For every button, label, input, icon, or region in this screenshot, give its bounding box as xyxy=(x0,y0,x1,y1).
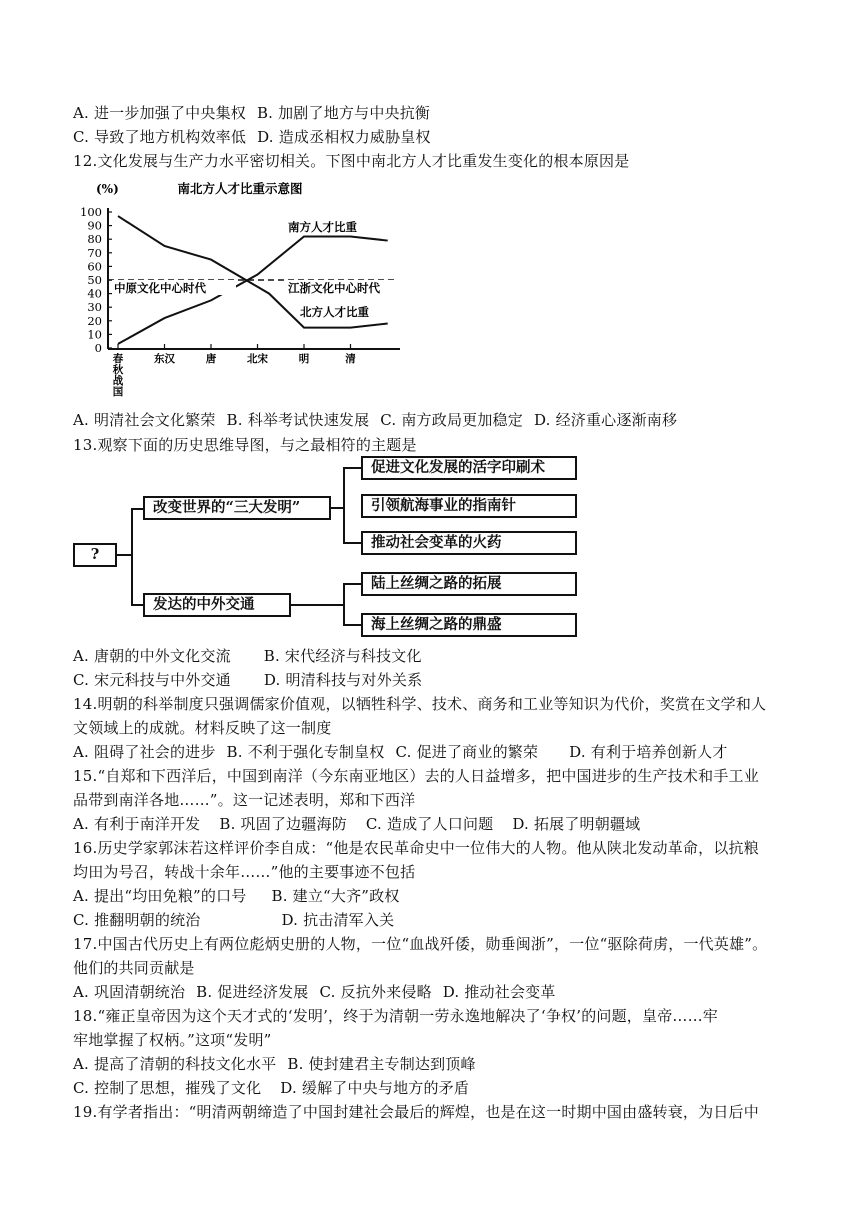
q13-stem: 13.观察下面的历史思维导图，与之最相符的主题是 xyxy=(73,436,417,454)
mindmap-connector xyxy=(343,583,345,626)
q16-option-c: C. 推翻明朝的统治 xyxy=(73,911,201,929)
mindmap-leaf-compass: 引领航海事业的指南针 xyxy=(361,494,577,518)
q18-option-b: B. 使封建君主专制达到顶峰 xyxy=(287,1055,476,1073)
q17-stem-line1: 17.中国古代历史上有两位彪炳史册的人物，一位“血战歼倭，勋垂闽浙”，一位“驱除荷虏，一代英雄”。 xyxy=(73,935,768,953)
x-tick-label: 唐 xyxy=(205,353,217,365)
mindmap-branch-transport: 发达的中外交通 xyxy=(143,593,291,617)
q17-option-a: A. 巩固清朝统治 xyxy=(73,983,186,1001)
annotation-central-plains: 中原文化中心时代 xyxy=(114,281,206,295)
mindmap-connector xyxy=(343,467,345,544)
q15-options xyxy=(73,814,640,834)
q16-option-a: A. 提出“均田免粮”的口号 xyxy=(73,887,247,905)
series-label-south: 南方人才比重 xyxy=(288,220,357,234)
mindmap-connector xyxy=(131,508,133,606)
x-tick-label: 秋 xyxy=(112,364,124,376)
q11-option-c: C. 导致了地方机构效率低 xyxy=(73,128,247,146)
q14-stem-line1: 14.明朝的科举制度只强调儒家价值观，以牺牲科学、技术、商务和工业等知识为代价，奖赏在文学和人 xyxy=(73,695,767,713)
mindmap-root: ? xyxy=(73,543,117,567)
y-tick-label: 90 xyxy=(87,218,102,233)
series-label-north: 北方人才比重 xyxy=(300,305,369,319)
q18-option-a: A. 提高了清朝的科技文化水平 xyxy=(73,1055,277,1073)
q17-option-c: C. 反抗外来侵略 xyxy=(319,983,432,1001)
x-tick-label: 清 xyxy=(345,353,356,365)
q16-option-d: D. 抗击清军入关 xyxy=(281,911,395,929)
chart-title: 南北方人才比重示意图 xyxy=(177,181,303,196)
mindmap-leaf-land-silk-road: 陆上丝绸之路的拓展 xyxy=(361,572,577,596)
q16-stem-line2: 均田为号召，转战十余年……”他的主要事迹不包括 xyxy=(73,863,416,881)
q12-option-d: D. 经济重心逐渐南移 xyxy=(533,411,678,429)
q15-option-a: A. 有利于南洋开发 xyxy=(73,815,201,833)
q16-options-row2 xyxy=(73,910,394,930)
q11-option-b: B. 加剧了地方与中央抗衡 xyxy=(256,104,431,122)
x-tick-label: 北宋 xyxy=(247,353,268,365)
q12-option-a: A. 明清社会文化繁荣 xyxy=(73,411,216,429)
q14-option-d: D. 有利于培养创新人才 xyxy=(569,743,728,761)
mindmap-leaf-sea-silk-road: 海上丝绸之路的鼎盛 xyxy=(361,613,577,637)
mindmap-leaf-printing: 促进文化发展的活字印刷术 xyxy=(361,456,577,480)
q17-option-d: D. 推动社会变革 xyxy=(442,983,556,1001)
q12-option-b: B. 科举考试快速发展 xyxy=(226,411,370,429)
mindmap-branch-inventions: 改变世界的“三大发明” xyxy=(143,496,331,520)
mindmap-connector xyxy=(343,467,361,469)
q18-stem-line1: 18.“雍正皇帝因为这个天才式的‘发明’，终于为清朝一劳永逸地解决了‘争权’的问题，皇帝……牢 xyxy=(73,1007,718,1025)
q11-option-a: A. 进一步加强了中央集权 xyxy=(73,104,246,122)
q18-stem-line2: 牢地掌握了权柄。”这项“发明” xyxy=(73,1031,272,1049)
mindmap-connector xyxy=(291,604,345,606)
q13-option-a: A. 唐朝的中外文化交流 xyxy=(73,647,231,665)
q18-options-row1 xyxy=(73,1054,476,1074)
chart-y-unit: (%) xyxy=(96,182,119,196)
y-tick-label: 20 xyxy=(87,313,102,328)
annotation-jiangzhe: 江浙文化中心时代 xyxy=(288,281,380,295)
q11-options-row1 xyxy=(73,103,430,123)
q14-options xyxy=(73,742,728,762)
q11-option-d: D. 造成丞相权力威胁皇权 xyxy=(257,128,431,146)
q15-option-c: C. 造成了人口问题 xyxy=(365,815,494,833)
q13-option-d: D. 明清科技与对外关系 xyxy=(263,671,423,689)
y-tick-label: 30 xyxy=(87,300,102,315)
q14-stem-line2: 文领域上的成就。材料反映了这一制度 xyxy=(73,719,332,737)
q11-options-row2 xyxy=(73,127,431,147)
q14-option-a: A. 阻碍了社会的进步 xyxy=(73,743,216,761)
q18-option-d: D. 缓解了中央与地方的矛盾 xyxy=(280,1079,470,1097)
x-tick-label: 东汉 xyxy=(154,353,175,365)
x-tick-label: 国 xyxy=(112,386,124,398)
y-tick-label: 60 xyxy=(87,259,102,274)
mindmap-leaf-gunpowder: 推动社会变革的火药 xyxy=(361,531,577,555)
q14-option-b: B. 不利于强化专制皇权 xyxy=(226,743,385,761)
y-tick-label: 10 xyxy=(87,327,102,342)
q12-option-c: C. 南方政局更加稳定 xyxy=(380,411,523,429)
x-tick-label: 战 xyxy=(112,375,124,387)
q12-chart xyxy=(80,176,440,406)
q14-option-c: C. 促进了商业的繁荣 xyxy=(395,743,539,761)
q15-stem-line1: 15.“自郑和下西洋后，中国到南洋（今东南亚地区）去的人日益增多，把中国进步的生产技术和手工业 xyxy=(73,767,759,785)
q16-stem-line1: 16.历史学家郭沫若这样评价李自成：“他是农民革命史中一位伟大的人物。他从陕北发动革命，以抗粮 xyxy=(73,839,759,857)
q13-option-b: B. 宋代经济与科技文化 xyxy=(263,647,422,665)
y-tick-label: 40 xyxy=(87,286,102,301)
y-tick-label: 0 xyxy=(94,341,102,355)
q16-option-b: B. 建立“大齐”政权 xyxy=(271,887,400,905)
mindmap-connector xyxy=(131,508,143,510)
mindmap-connector xyxy=(131,604,143,606)
q17-stem-line2: 他们的共同贡献是 xyxy=(73,959,195,977)
mindmap-connector xyxy=(343,542,361,544)
y-tick-label: 80 xyxy=(87,232,102,247)
q17-options xyxy=(73,982,556,1002)
q15-stem-line2: 品带到南洋各地……”。这一记述表明，郑和下西洋 xyxy=(73,791,416,809)
q18-options-row2 xyxy=(73,1078,469,1098)
q18-option-c: C. 控制了思想，摧残了文化 xyxy=(73,1079,262,1097)
x-tick-label: 春 xyxy=(112,353,124,365)
q17-option-b: B. 促进经济发展 xyxy=(196,983,309,1001)
mindmap-connector xyxy=(343,583,361,585)
q13-options-row2 xyxy=(73,670,422,690)
q15-option-d: D. 拓展了明朝疆域 xyxy=(512,815,641,833)
q19-stem-line1: 19.有学者指出：“明清两朝缔造了中国封建社会最后的辉煌，也是在这一时期中国由盛转衰，为日后中 xyxy=(73,1103,759,1121)
y-tick-label: 50 xyxy=(87,273,102,287)
y-tick-label: 100 xyxy=(80,205,102,219)
y-tick-label: 70 xyxy=(87,245,102,260)
q13-options-row1 xyxy=(73,646,422,666)
mindmap-connector xyxy=(343,624,361,626)
q12-options xyxy=(73,410,677,430)
q13-option-c: C. 宋元科技与中外交通 xyxy=(73,671,231,689)
q16-options-row1 xyxy=(73,886,400,906)
q12-stem: 12.文化发展与生产力水平密切相关。下图中南北方人才比重发生变化的根本原因是 xyxy=(73,152,630,170)
x-tick-label: 明 xyxy=(298,353,310,365)
q15-option-b: B. 巩固了边疆海防 xyxy=(219,815,347,833)
